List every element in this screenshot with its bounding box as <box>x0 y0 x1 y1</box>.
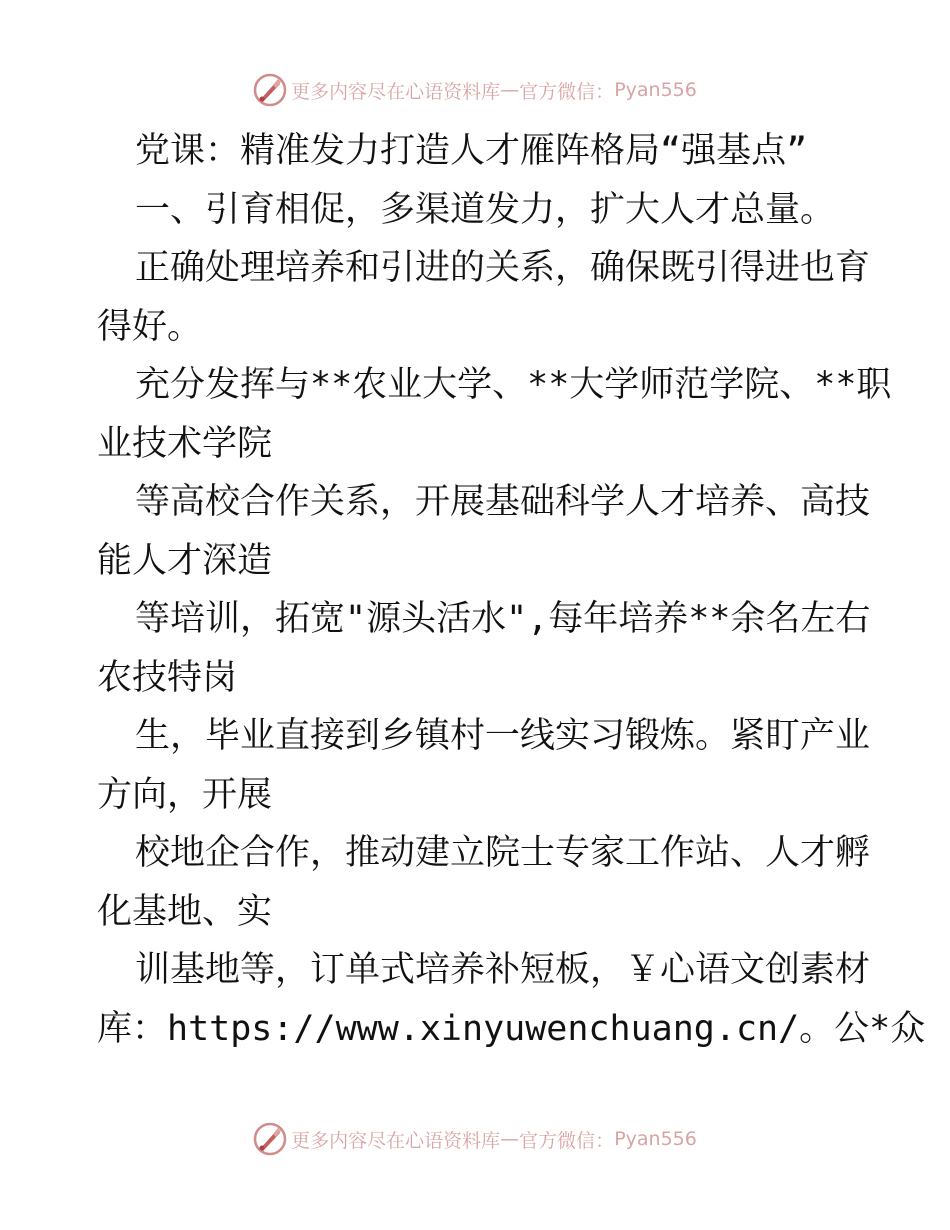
paragraph-line: 生，毕业直接到乡镇村一线实习锻炼。紧盯产业 <box>135 716 871 756</box>
watermark-wechat-id: Pyan556 <box>614 1128 697 1150</box>
watermark-brand-text: 更多内容尽在心语资料库 <box>291 1129 501 1152</box>
paragraph-line: 校地企合作，推动建立院士专家工作站、人才孵 <box>135 833 871 873</box>
quill-pen-icon <box>253 73 287 107</box>
paragraph-line: 得好。 <box>97 306 203 347</box>
document-title: 党课：精准发力打造人才雁阵格局“强基点” <box>135 131 808 171</box>
paragraph-line: 库：https://www.xinyuwenchuang.cn/。公*众 <box>97 1008 926 1049</box>
paragraph-line: 化基地、实 <box>97 891 273 932</box>
paragraph-line: 等高校合作关系，开展基础科学人才培养、高技 <box>135 482 871 522</box>
watermark-dash: — <box>500 79 520 101</box>
document-body <box>0 122 950 1058</box>
paragraph-line: 业技术学院 <box>97 423 273 464</box>
paragraph-line: 一、引育相促，多渠道发力，扩大人才总量。 <box>135 189 836 230</box>
watermark-footer <box>0 1119 950 1159</box>
watermark-brand-text: 更多内容尽在心语资料库 <box>291 80 501 103</box>
paragraph-line: 方向，开展 <box>97 774 273 815</box>
watermark-dash: — <box>500 1128 520 1150</box>
paragraph-line: 能人才深造 <box>97 540 273 581</box>
paragraph-line: 正确处理培养和引进的关系，确保既引得进也育 <box>135 248 871 288</box>
paragraph-line: 充分发挥与**农业大学、**大学师范学院、**职 <box>135 365 892 405</box>
watermark-wechat-label: 官方微信： <box>519 1129 615 1152</box>
quill-pen-icon <box>253 1122 287 1156</box>
watermark-wechat-id: Pyan556 <box>614 79 697 101</box>
paragraph-line: 农技特岗 <box>97 657 238 698</box>
paragraph-line: 等培训，拓宽"源头活水",每年培养**余名左右 <box>135 599 871 639</box>
watermark-header <box>0 70 950 110</box>
watermark-wechat-label: 官方微信： <box>519 80 615 103</box>
paragraph-line: 训基地等，订单式培养补短板，￥心语文创素材 <box>135 950 871 990</box>
